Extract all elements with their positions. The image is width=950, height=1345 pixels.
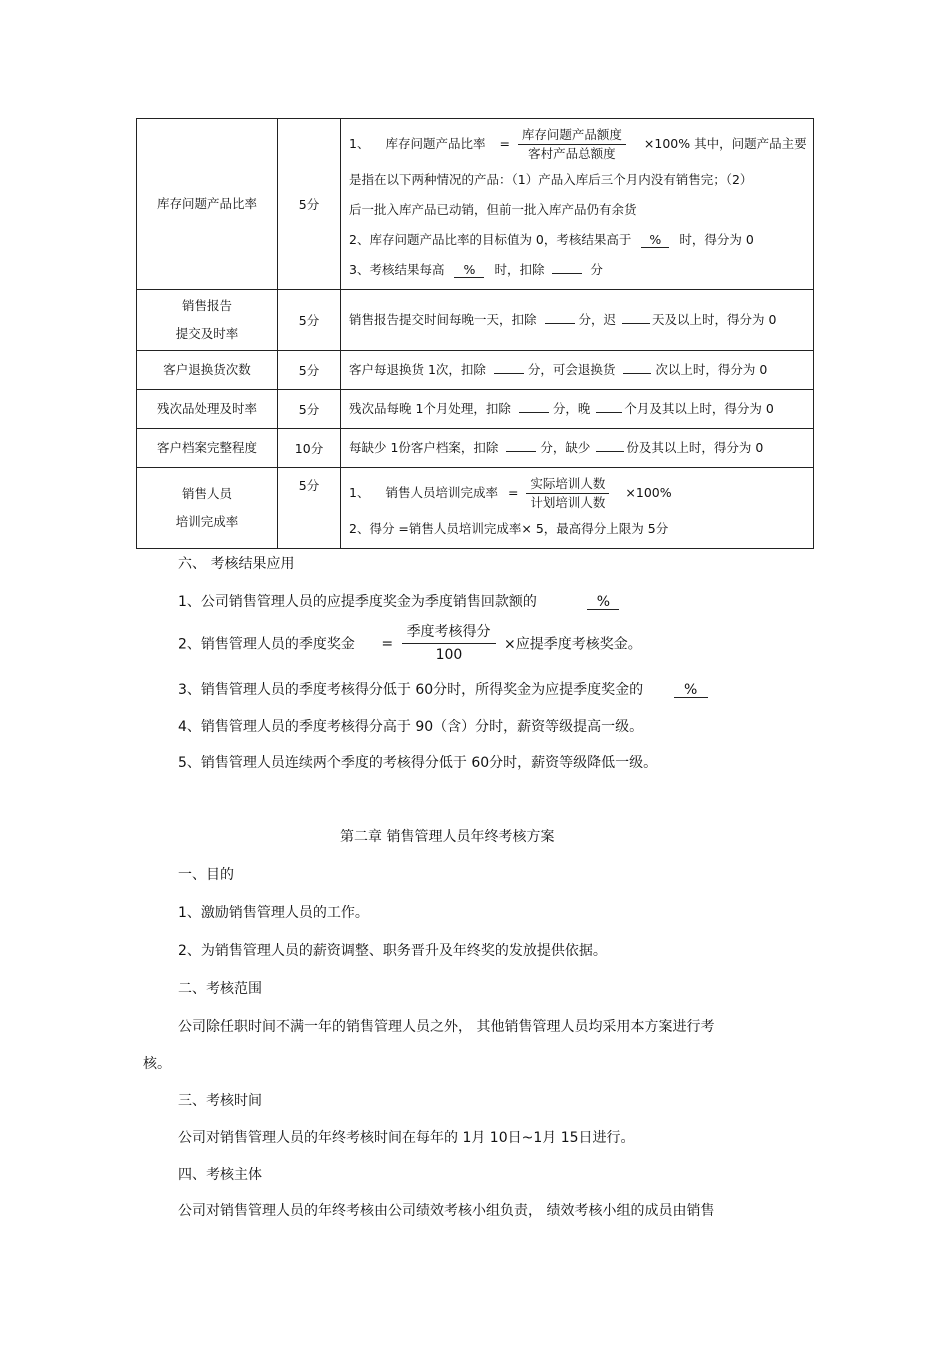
table-row — [137, 119, 814, 290]
score-cell — [278, 351, 341, 390]
paragraph-text: 2、销售管理人员的季度奖金 — [178, 636, 355, 653]
item-cell — [137, 290, 278, 351]
criteria-text: 残次品每晚 1个月处理，扣除 — [349, 401, 511, 416]
criteria-cell — [341, 468, 814, 549]
criteria-text: 时，扣除 — [494, 262, 545, 277]
score-label: 10分 — [294, 441, 324, 456]
paragraph-text: 1、公司销售管理人员的应提季度奖金为季度销售回款额的 — [178, 594, 537, 610]
criteria-line — [349, 472, 805, 514]
blank-field — [519, 412, 549, 413]
equals-sign: = — [507, 485, 519, 500]
fraction-numerator: 库存问题产品额度 — [518, 127, 626, 145]
section-heading: 一、目的 — [178, 867, 234, 883]
criteria-text: 分，晚 — [552, 401, 591, 416]
fraction-denominator: 100 — [435, 647, 463, 663]
paragraph — [178, 679, 708, 699]
item-label: 销售报告 — [181, 298, 232, 313]
blank-field: % — [641, 233, 669, 248]
item-cell — [137, 119, 278, 290]
blank-field — [506, 451, 536, 452]
paragraph: 公司对销售管理人员的年终考核时间在每年的 1月 10日~1月 15日进行。 — [178, 1130, 635, 1146]
kpi-table — [136, 118, 814, 549]
criteria-text: 个月及其以上时，得分为 0 — [624, 401, 774, 416]
fraction-numerator: 实际培训人数 — [526, 476, 609, 494]
paragraph-text: ×应提季度考核奖金。 — [504, 636, 642, 653]
criteria-cell — [341, 390, 814, 429]
item-number: 1、 — [349, 485, 370, 500]
blank-field — [552, 273, 582, 274]
section-heading: 四、考核主体 — [178, 1167, 262, 1183]
blank-field — [622, 323, 650, 324]
criteria-cell — [341, 290, 814, 351]
criteria-text: 份及其以上时，得分为 0 — [626, 440, 764, 455]
criteria-line: 后一批入库产品已动销，但前一批入库产品仍有余货 — [349, 202, 637, 217]
item-label: 库存问题产品比率 — [156, 196, 257, 211]
equals-sign: = — [499, 136, 510, 151]
score-cell — [278, 290, 341, 351]
item-cell — [137, 429, 278, 468]
score-cell — [278, 429, 341, 468]
criteria-line — [349, 123, 805, 165]
criteria-text: 销售报告提交时间每晚一天，扣除 — [349, 312, 537, 327]
formula-suffix: ×100% — [625, 485, 672, 500]
formula-label: 库存问题产品比率 — [385, 136, 486, 151]
formula-label: 销售人员培训完成率 — [385, 485, 498, 500]
item-cell — [137, 390, 278, 429]
fraction-denominator: 客村产品总额度 — [528, 146, 616, 161]
paragraph: 4、销售管理人员的季度考核得分高于 90（含）分时，薪资等级提高一级。 — [178, 719, 644, 735]
item-label: 客户档案完整程度 — [156, 440, 257, 455]
criteria-cell — [341, 351, 814, 390]
criteria-text: 分，可会退换货 — [527, 362, 616, 377]
item-cell — [137, 351, 278, 390]
score-label: 5分 — [298, 197, 320, 212]
criteria-line: 2、得分 =销售人员培训完成率× 5，最高得分上限为 5分 — [349, 521, 669, 536]
fraction — [402, 622, 496, 665]
blank-field — [623, 373, 651, 374]
score-cell — [278, 468, 341, 549]
fraction — [526, 476, 609, 511]
formula-suffix: ×100% 其中，问题产品主要 — [643, 136, 807, 151]
criteria-line — [349, 305, 805, 335]
criteria-cell — [341, 119, 814, 290]
item-label: 残次品处理及时率 — [156, 401, 257, 416]
criteria-text: 次以上时，得分为 0 — [655, 362, 768, 377]
criteria-text: 2、库存问题产品比率的目标值为 0，考核结果高于 — [349, 232, 632, 247]
paragraph-text: 3、销售管理人员的季度考核得分低于 60分时，所得奖金为应提季度奖金的 — [178, 682, 644, 698]
paragraph: 5、销售管理人员连续两个季度的考核得分低于 60分时，薪资等级降低一级。 — [178, 755, 658, 771]
section-heading: 二、考核范围 — [178, 981, 262, 997]
blank-field — [545, 323, 575, 324]
blank-field — [494, 373, 524, 374]
blank-field — [596, 451, 624, 452]
criteria-line — [349, 355, 805, 385]
criteria-line — [349, 394, 805, 424]
score-label: 5分 — [298, 478, 320, 493]
blank-field — [596, 412, 622, 413]
paragraph — [178, 591, 619, 611]
criteria-line — [349, 433, 805, 463]
score-label: 5分 — [298, 313, 320, 328]
blank-field: % — [454, 263, 484, 278]
blank-field: % — [587, 595, 619, 610]
fraction-numerator: 季度考核得分 — [402, 622, 496, 644]
table-row — [137, 390, 814, 429]
chapter-title: 第二章 销售管理人员年终考核方案 — [340, 829, 555, 845]
criteria-text: 天及以上时，得分为 0 — [652, 312, 777, 327]
score-cell — [278, 390, 341, 429]
criteria-line — [349, 255, 805, 285]
criteria-text: 时，得分为 0 — [679, 232, 754, 247]
criteria-text: 分，迟 — [578, 312, 617, 327]
criteria-cell — [341, 429, 814, 468]
criteria-text: 每缺少 1份客户档案，扣除 — [349, 440, 499, 455]
table-row — [137, 290, 814, 351]
item-label: 销售人员 — [181, 486, 232, 501]
criteria-line: 是指在以下两种情况的产品：（1）产品入库后三个月内没有销售完；（2） — [349, 172, 753, 187]
equals-sign: = — [381, 635, 394, 652]
item-label: 客户退换货次数 — [163, 362, 251, 377]
score-cell — [278, 119, 341, 290]
item-label: 培训完成率 — [175, 514, 239, 529]
paragraph: 核。 — [143, 1056, 171, 1072]
table-row — [137, 351, 814, 390]
item-cell — [137, 468, 278, 549]
criteria-line — [349, 225, 805, 255]
paragraph: 公司对销售管理人员的年终考核由公司绩效考核小组负责， 绩效考核小组的成员由销售 — [178, 1203, 715, 1219]
fraction-denominator: 计划培训人数 — [530, 495, 606, 510]
paragraph: 1、激励销售管理人员的工作。 — [178, 905, 369, 921]
score-label: 5分 — [298, 402, 320, 417]
score-label: 5分 — [298, 363, 320, 378]
item-number: 1、 — [349, 136, 370, 151]
item-label: 提交及时率 — [175, 326, 239, 341]
formula-paragraph — [178, 622, 642, 665]
criteria-text: 3、考核结果每高 — [349, 262, 445, 277]
criteria-text: 分 — [590, 262, 603, 277]
fraction — [518, 127, 626, 162]
criteria-text: 客户每退换货 1次，扣除 — [349, 362, 486, 377]
blank-field: % — [674, 683, 708, 698]
section-heading: 六、 考核结果应用 — [178, 556, 295, 572]
paragraph: 2、为销售管理人员的薪资调整、职务晋升及年终奖的发放提供依据。 — [178, 943, 607, 959]
criteria-text: 分，缺少 — [540, 440, 591, 455]
table-row — [137, 468, 814, 549]
table-row — [137, 429, 814, 468]
paragraph: 公司除任职时间不满一年的销售管理人员之外， 其他销售管理人员均采用本方案进行考 — [178, 1019, 715, 1035]
section-heading: 三、考核时间 — [178, 1093, 262, 1109]
